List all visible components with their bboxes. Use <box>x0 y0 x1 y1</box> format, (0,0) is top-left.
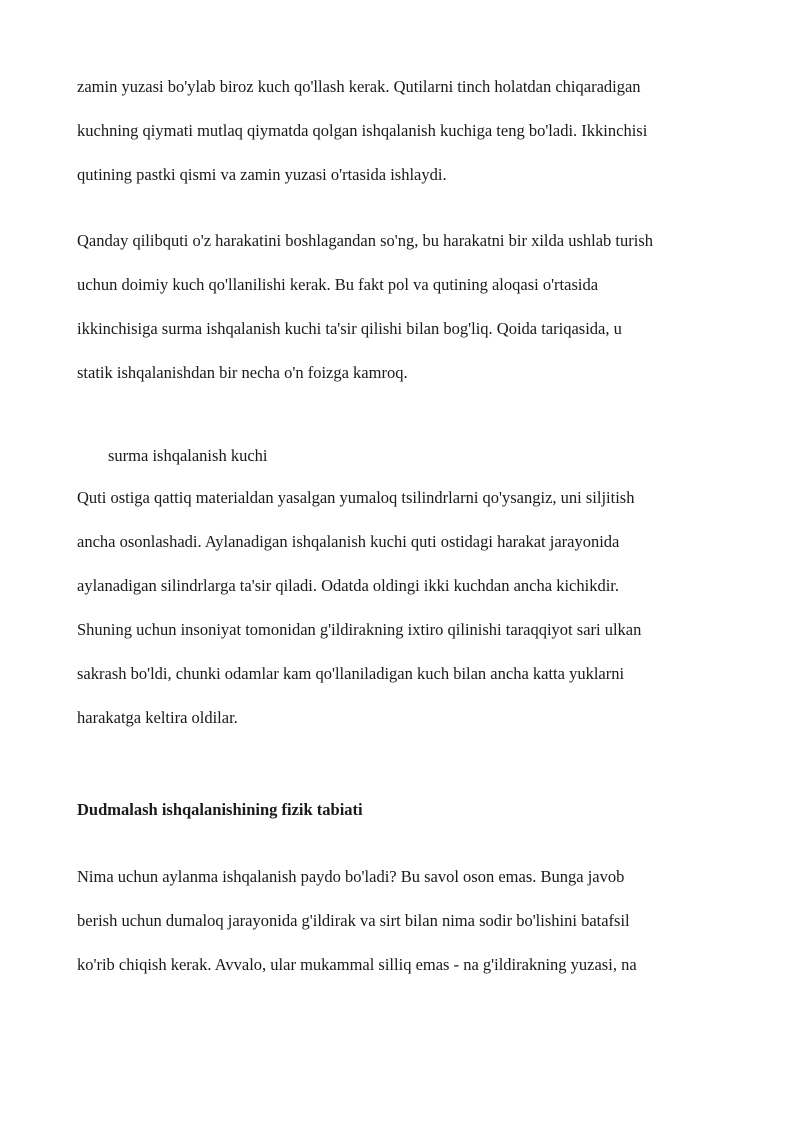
text-line: ko'rib chiqish kerak. Avvalo, ular mukammal silliq emas - na g'ildirakning yuzasi, na <box>77 955 637 974</box>
text-line: Shuning uchun insoniyat tomonidan g'ildirakning ixtiro qilinishi taraqqiyot sari ulkan <box>77 620 642 639</box>
text-line: aylanadigan silindrlarga ta'sir qiladi. Odatda oldingi ikki kuchdan ancha kichikdir. <box>77 576 619 595</box>
text-line: uchun doimiy kuch qo'llanilishi kerak. Bu fakt pol va qutining aloqasi o'rtasida <box>77 275 599 294</box>
text-line: ikkinchisiga surma ishqalanish kuchi ta'sir qilishi bilan bog'liq. Qoida tariqasida, u <box>77 319 622 338</box>
text-line: kuchning qiymati mutlaq qiymatda qolgan ishqalanish kuchiga teng bo'ladi. Ikkinchisi <box>77 121 648 140</box>
section-heading: Dudmalash ishqalanishining fizik tabiati <box>77 800 363 819</box>
paragraph-4 <box>77 855 737 987</box>
text-line: Nima uchun aylanma ishqalanish paydo bo'ladi? Bu savol oson emas. Bunga javob <box>77 867 625 886</box>
paragraph-1 <box>77 65 737 197</box>
text-line: Quti ostiga qattiq materialdan yasalgan yumaloq tsilindrlarni qo'ysangiz, uni siljitish <box>77 488 635 507</box>
text-line: zamin yuzasi bo'ylab biroz kuch qo'llash kerak. Qutilarni tinch holatdan chiqaradigan <box>77 77 641 96</box>
paragraph-2 <box>77 219 737 395</box>
paragraph-3 <box>77 476 737 740</box>
text-line: Qanday qilibquti o'z harakatini boshlagandan so'ng, bu harakatni bir xilda ushlab turish <box>77 231 653 250</box>
text-line: harakatga keltira oldilar. <box>77 708 238 727</box>
text-line: sakrash bo'ldi, chunki odamlar kam qo'llaniladigan kuch bilan ancha katta yuklarni <box>77 664 625 683</box>
text-line: statik ishqalanishdan bir necha o'n foizga kamroq. <box>77 363 408 382</box>
text-line: qutining pastki qismi va zamin yuzasi o'rtasida ishlaydi. <box>77 165 447 184</box>
text-line: berish uchun dumaloq jarayonida g'ildirak va sirt bilan nima sodir bo'lishini batafsil <box>77 911 630 930</box>
text-line: ancha osonlashadi. Aylanadigan ishqalanish kuchi quti ostidagi harakat jarayonida <box>77 532 620 551</box>
caption: surma ishqalanish kuchi <box>108 446 268 465</box>
